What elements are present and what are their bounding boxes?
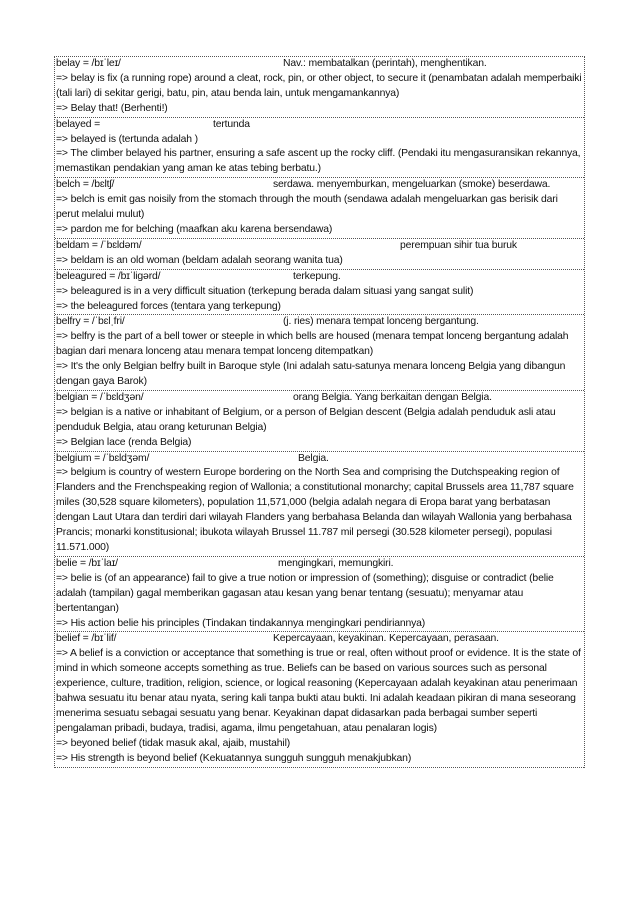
entry-headline: [55, 452, 584, 467]
entry-term: beldam = /ˈbɛldəm/: [56, 239, 142, 251]
entry-definition: => belie is (of an appearance) fail to give a true notion or impression of (something); disguise or contradict (belie adalah (tampilan) gagal memberikan gagasan atau kesan yang benar tentang (sesuatu); menyamar atau bertentangan): [56, 572, 554, 614]
entry-definition: => belay is fix (a running rope) around a cleat, rock, pin, or other object, to secure it (penambatan adalah memperbaiki (tali lari) di sekitar gerigi, batu, pin, atau benda lain, untuk mengamankannya): [56, 72, 582, 99]
entry-example: => the beleagured forces (tentara yang terkepung): [56, 300, 281, 312]
entry-headline: [55, 57, 584, 72]
entry-term: belief = /bɪˈlif/: [56, 633, 117, 645]
entry-term: belie = /bɪˈlaɪ/: [56, 557, 118, 569]
entry-headline: [55, 239, 584, 254]
entry-headline: [55, 118, 584, 133]
entry-headline: [55, 270, 584, 285]
entry-beleagured: [55, 270, 584, 316]
entry-example: => It's the only Belgian belfry built in Baroque style (Ini adalah satu-satunya menara lonceng Belgia yang dibangun dengan gaya Barok): [56, 361, 566, 388]
entry-example: => His action belie his principles (Tindakan tindakannya mengingkari pendiriannya): [56, 617, 426, 629]
entry-definition: => belayed is (tertunda adalah ): [56, 133, 198, 145]
entry-translation: perempuan sihir tua buruk: [400, 239, 517, 251]
entry-example: => Belay that! (Berhenti!): [56, 102, 168, 114]
entry-belief: [55, 632, 584, 767]
entry-term: belgian = /ˈbɛldʒən/: [56, 391, 144, 403]
entry-belch: [55, 178, 584, 239]
entry-headline: [55, 557, 584, 572]
entry-translation: Nav.: membatalkan (perintah), menghentikan.: [283, 58, 487, 69]
entry-example: => His strength is beyond belief (Kekuatannya sungguh sungguh menakjubkan): [56, 752, 412, 764]
entry-headline: [55, 315, 584, 330]
entry-translation: serdawa. menyemburkan, mengeluarkan (smoke) beserdawa.: [273, 179, 551, 191]
entry-beldam: [55, 239, 584, 270]
entry-example: => pardon me for belching (maafkan aku karena bersendawa): [56, 223, 333, 235]
entry-translation: Kepercayaan, keyakinan. Kepercayaan, perasaan.: [273, 633, 499, 645]
entry-term: belch = /bɛltʃ/: [56, 179, 115, 191]
entry-definition: => belch is emit gas noisily from the stomach through the mouth (sendawa adalah mengeluarkan gas berisik dari perut melalui mulut): [56, 194, 558, 221]
entry-belie: [55, 557, 584, 633]
entry-belfry: [55, 315, 584, 391]
entry-example: => Belgian lace (renda Belgia): [56, 436, 192, 448]
entry-translation: terkepung.: [293, 270, 341, 282]
entry-definition: => belgian is a native or inhabitant of Belgium, or a person of Belgian descent (Belgia adalah penduduk asli atau penduduk Belgia, atau orang keturunan Belgia): [56, 406, 556, 433]
entry-translation: mengingkari, memungkiri.: [278, 557, 394, 569]
entry-term: beleagured = /bɪˈliɡərd/: [56, 270, 161, 282]
entry-translation: (j. ries) menara tempat lonceng bergantung.: [283, 316, 479, 328]
entry-definition: => beleagured is in a very difficult situation (terkepung berada dalam situasi yang sangat sulit): [56, 285, 474, 297]
entry-definition: => belgium is country of western Europe bordering on the North Sea and comprising the Dutchspeaking region of Flanders and the Frenchspeaking region of Wallonia; a constitutional monarchy; capital Brussels area 11,787 square miles (30,528 square kilometers), population 11,571,000 (belgia adalah negara di Eropa barat yang berbatasan dengan Laut Utara dan terdiri dari wilayah Flanders yang berbahasa Belanda dan wilayah Wallonia yang berbahasa Prancis; monarki konstitusional; ibukota wilayah Brussel 11.787 mil persegi (30.528 kilometer persegi), populasi 11.571.000): [56, 467, 574, 553]
entry-term: belay = /bɪˈleɪ/: [56, 58, 121, 69]
entry-example: => beyoned belief (tidak masuk akal, ajaib, mustahil): [56, 737, 291, 749]
entry-term: belfry = /ˈbɛlˌfri/: [56, 316, 125, 328]
entry-belgian: [55, 391, 584, 452]
entry-belay: [55, 57, 584, 118]
entry-belgium: [55, 452, 584, 557]
entry-term: belayed =: [56, 118, 101, 130]
entry-term: belgium = /ˈbɛldʒəm/: [56, 452, 150, 464]
entry-definition: => beldam is an old woman (beldam adalah seorang wanita tua): [56, 254, 343, 266]
entry-translation: tertunda: [213, 118, 250, 130]
entry-translation: Belgia.: [298, 452, 329, 464]
entry-belayed: [55, 118, 584, 179]
entry-example: => The climber belayed his partner, ensuring a safe ascent up the rocky cliff. (Pendaki itu mengasuransikan rekannya, memastikan pendakian yang aman ke atas tebing berbatu.): [56, 148, 581, 175]
entry-definition: => A belief is a conviction or acceptance that something is true or real, often without proof or evidence. It is the state of mind in which someone accepts something as true. Beliefs can be based on various sources such as personal experience, culture, tradition, religion, science, or logical reasoning (Kepercayaan adalah keyakinan atau penerimaan bahwa sesuatu itu benar atau nyata, sering kali tanpa bukti atau bukti. Ini adalah keadaan pikiran di mana seseorang menerima sesuatu sebagai sesuatu yang benar. Keyakinan dapat didasarkan pada berbagai sumber seperti pengalaman pribadi, budaya, tradisi, agama, ilmu pengetahuan, atau penalaran logis): [56, 648, 581, 734]
dictionary-document: [54, 56, 585, 768]
entry-translation: orang Belgia. Yang berkaitan dengan Belgia.: [293, 391, 492, 403]
entry-headline: [55, 178, 584, 193]
entry-headline: [55, 391, 584, 406]
entry-definition: => belfry is the part of a bell tower or steeple in which bells are housed (menara tempat lonceng bergantung adalah bagian dari menara lonceng atau menara tempat lonceng ditempatkan): [56, 331, 569, 358]
entry-headline: [55, 632, 584, 647]
